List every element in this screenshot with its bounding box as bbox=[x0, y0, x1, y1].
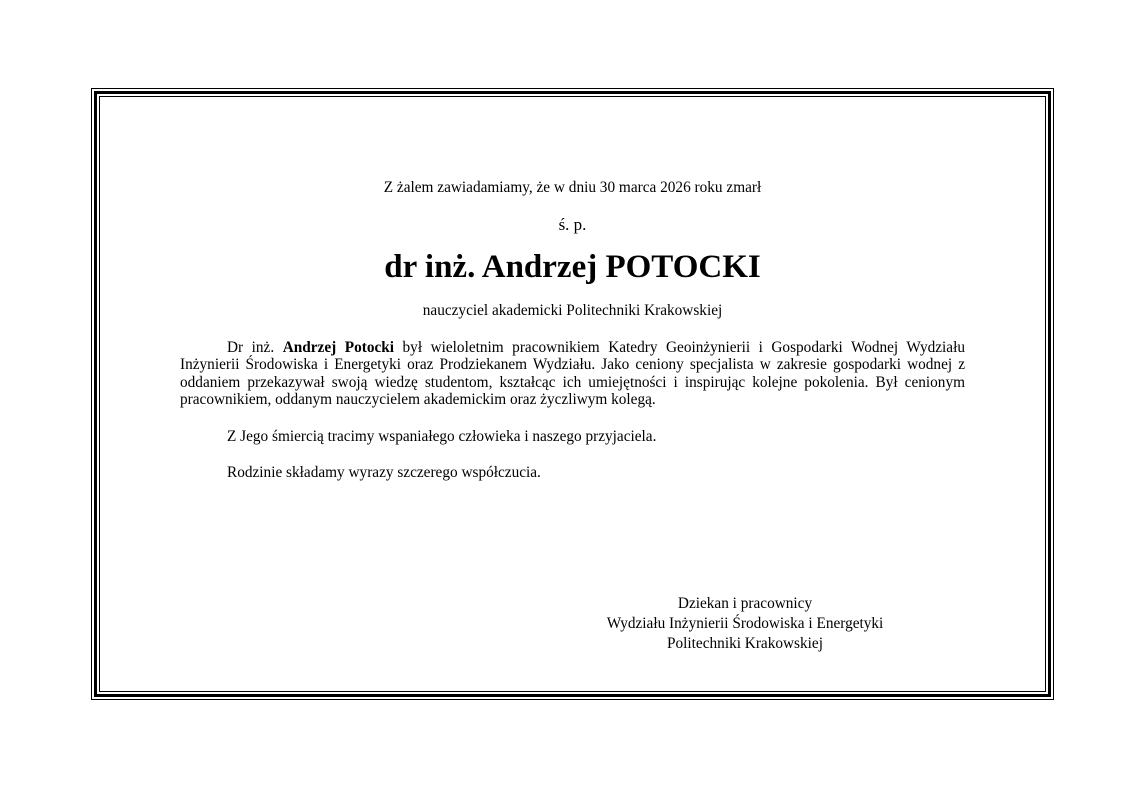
loss-statement: Z Jego śmiercią tracimy wspaniałego człowieka i naszego przyjaciela. bbox=[227, 427, 657, 445]
condolences-statement: Rodzinie składamy wyrazy szczerego współczucia. bbox=[227, 464, 541, 481]
biography-prefix: Dr inż. bbox=[227, 338, 283, 356]
biography-paragraph bbox=[180, 339, 965, 409]
signature-line-2: Wydziału Inżynierii Środowiska i Energetyki bbox=[606, 615, 884, 632]
obituary-frame-inner bbox=[99, 96, 1046, 692]
deceased-role: nauczyciel akademicki Politechniki Krakowskiej bbox=[422, 302, 723, 319]
signature-block bbox=[575, 594, 915, 654]
deceased-name: dr inż. Andrzej POTOCKI bbox=[384, 249, 761, 285]
obituary-content bbox=[180, 179, 965, 482]
obituary-frame-thick-border bbox=[94, 91, 1051, 697]
signature-line-1: Dziekan i pracownicy bbox=[677, 595, 813, 612]
obituary-frame bbox=[91, 88, 1054, 700]
signature-line-3: Politechniki Krakowskiej bbox=[667, 635, 823, 652]
sp-abbreviation: ś. p. bbox=[558, 214, 587, 234]
biography-bold-name: Andrzej Potocki bbox=[282, 338, 395, 356]
biography-text: był wieloletnim pracownikiem Katedry Geoinżynierii i Gospodarki Wodnej Wydziału Inżynierii Środowiska i Energetyki oraz Prodziekanem Wydziału. Jako ceniony specjalista w zakresie gospodarki wodnej z oddaniem przekazywał swoją wiedzę studentom, kształcąc ich umiejętności i inspirując kolejne pokolenia. Był cenionym pracownikiem, oddanym nauczycielem akademickim oraz życzliwym kolegą. bbox=[180, 338, 965, 408]
announcement-intro: Z żalem zawiadamiamy, że w dniu 30 marca 2026 roku zmarł bbox=[383, 179, 762, 196]
